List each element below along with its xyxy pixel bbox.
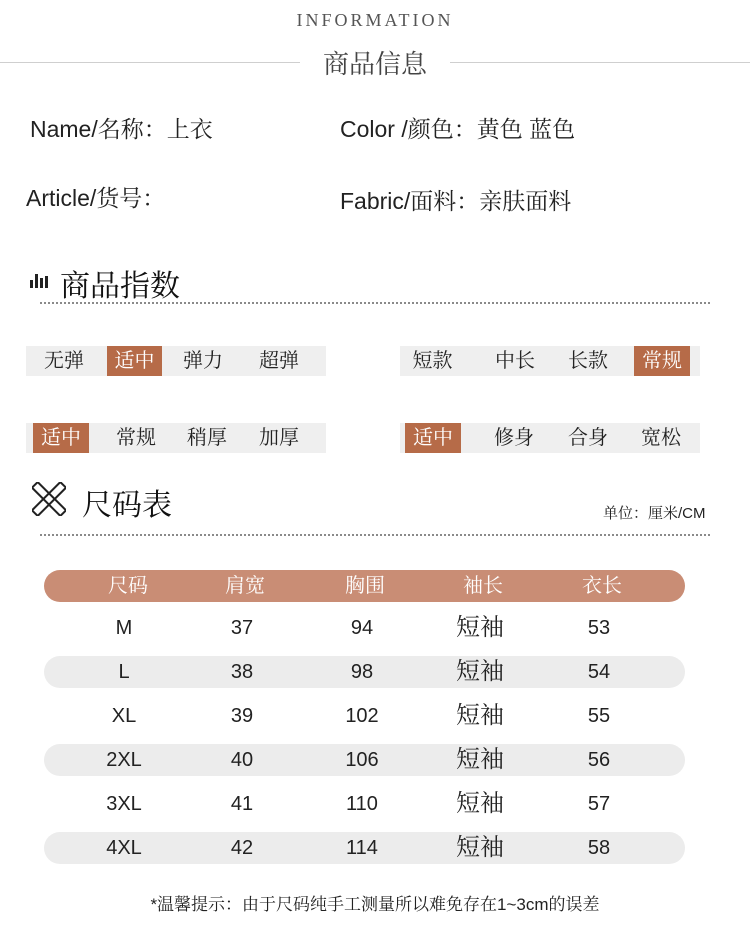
index-option-selected: 常规	[634, 346, 690, 376]
table-row	[44, 612, 685, 644]
index-group-thickness	[26, 423, 326, 453]
table-cell: 2XL	[106, 749, 142, 771]
index-option: 加厚	[259, 427, 299, 449]
section-dotted-divider	[40, 534, 710, 536]
table-cell: 短袖	[456, 746, 504, 773]
fabric-label: Fabric/面料：	[340, 188, 480, 214]
fabric-value: 亲肤面料	[479, 188, 572, 214]
article-field	[26, 180, 165, 213]
table-cell: 114	[346, 837, 378, 859]
table-cell: 42	[230, 837, 254, 859]
table-cell: 56	[587, 749, 611, 771]
index-option: 稍厚	[187, 427, 227, 449]
article-label: Article/货号：	[26, 185, 166, 211]
index-option: 修身	[494, 427, 534, 449]
section-dotted-divider	[40, 302, 710, 304]
table-cell: 106	[345, 749, 379, 771]
table-cell: XL	[111, 705, 137, 727]
table-cell: 55	[587, 705, 611, 727]
color-label: Color /颜色：	[340, 116, 477, 142]
table-cell: 54	[587, 661, 611, 683]
ruler-pencil-icon	[32, 482, 66, 516]
table-cell: M	[115, 617, 133, 639]
table-cell: 110	[346, 793, 378, 815]
product-index-title: 商品指数	[60, 270, 180, 303]
table-cell: 98	[350, 661, 374, 683]
table-cell: 94	[350, 617, 374, 639]
table-cell: 41	[230, 793, 254, 815]
unit-label: 单位：厘米/CM	[603, 505, 706, 522]
table-cell: 短袖	[456, 614, 504, 641]
table-row	[44, 744, 685, 776]
index-group-elasticity	[26, 346, 326, 376]
product-info-title: 商品信息	[0, 44, 750, 81]
index-option-selected: 适中	[107, 346, 162, 376]
index-option: 长款	[568, 350, 608, 372]
index-group-fit	[400, 423, 700, 453]
table-cell: 短袖	[456, 702, 504, 729]
size-table-header	[44, 570, 685, 602]
table-cell: L	[118, 661, 130, 683]
table-cell: 4XL	[106, 837, 142, 859]
table-cell: 57	[587, 793, 611, 815]
measurement-note: *温馨提示：由于尺码纯手工测量所以难免存在1~3cm的误差	[150, 895, 600, 914]
table-row	[44, 788, 685, 820]
fabric-field	[340, 183, 571, 216]
index-option: 无弹	[44, 350, 84, 372]
table-cell: 短袖	[456, 834, 504, 861]
table-cell: 58	[587, 837, 611, 859]
index-group-length	[400, 346, 700, 376]
column-header: 胸围	[345, 575, 385, 597]
table-cell: 53	[587, 617, 611, 639]
color-field	[340, 111, 575, 144]
index-option-selected: 适中	[405, 423, 461, 453]
table-cell: 37	[230, 617, 254, 639]
table-cell: 短袖	[456, 790, 504, 817]
column-header: 袖长	[463, 575, 503, 597]
table-row	[44, 700, 685, 732]
index-option: 短款	[412, 350, 453, 372]
name-label: Name/名称：	[30, 116, 167, 142]
column-header: 尺码	[108, 575, 148, 597]
bar-chart-icon	[30, 274, 48, 288]
table-cell: 短袖	[456, 658, 504, 685]
size-chart-title: 尺码表	[82, 489, 172, 522]
index-option: 弹力	[183, 350, 223, 372]
index-option: 常规	[116, 427, 156, 449]
index-option: 宽松	[641, 427, 681, 449]
table-cell: 3XL	[106, 793, 142, 815]
column-header: 肩宽	[225, 575, 265, 597]
name-value: 上衣	[166, 116, 213, 142]
table-cell: 38	[230, 661, 254, 683]
table-row	[44, 656, 685, 688]
index-option: 中长	[495, 350, 535, 372]
table-cell: 39	[230, 705, 254, 727]
color-value: 黄色 蓝色	[476, 116, 576, 142]
index-option: 超弹	[259, 350, 299, 372]
column-header: 衣长	[582, 575, 622, 597]
table-cell: 102	[345, 705, 379, 727]
table-row	[44, 832, 685, 864]
name-field	[30, 111, 213, 144]
table-cell: 40	[230, 749, 254, 771]
index-option-selected: 适中	[33, 423, 89, 453]
index-option: 合身	[568, 427, 608, 449]
information-heading: INFORMATION	[296, 10, 454, 30]
